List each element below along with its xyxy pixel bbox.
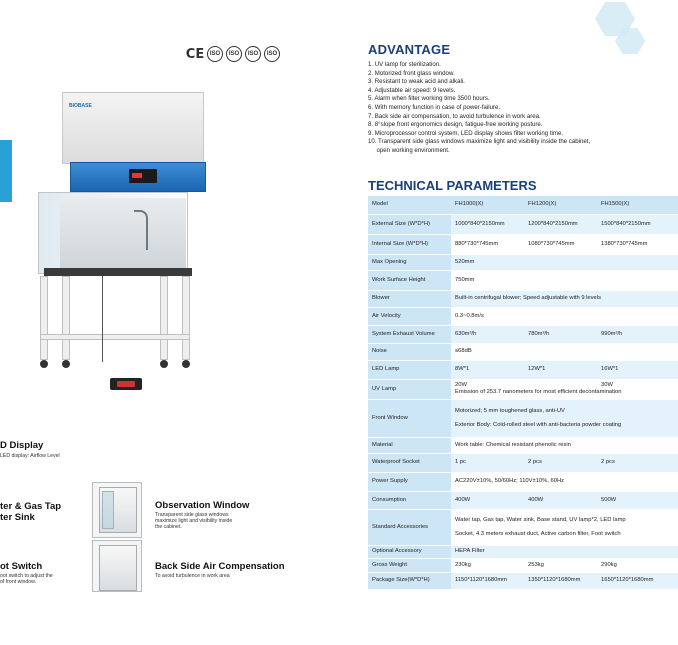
table-row: Consumption 400W 400W 500W: [368, 491, 678, 509]
cabinet-top: [62, 92, 204, 164]
iso-mark-icon: ISO: [207, 46, 223, 62]
list-item: 5. Alarm when filter working time 3500 hours.: [368, 95, 490, 103]
feature-desc-foot-switch-1: oot switch to adjust the: [0, 573, 53, 579]
feature-desc-observation-3: the cabinet.: [155, 524, 182, 530]
right-page: [345, 0, 654, 645]
advantage-heading: ADVANTAGE: [368, 42, 451, 57]
feature-title-air-compensation: Back Side Air Compensation: [155, 561, 285, 572]
list-item: 7. Back side air compensation, to avoid turbulence in work area.: [368, 112, 541, 120]
table-row: Power Supply AC220V±10%, 50/60Hz; 110V±10%, 60Hz: [368, 472, 678, 491]
feature-desc-air-compensation: To avoid turbulence in work area: [155, 573, 230, 579]
list-item: open working environment.: [368, 146, 450, 154]
technical-parameters-heading: TECHNICAL PARAMETERS: [368, 178, 537, 193]
technical-parameters-table: [368, 196, 678, 590]
table-row: Air Velocity 0.3~0.8m/s: [368, 307, 678, 325]
table-row: Material Work table: Chemical resistant phenolic resin: [368, 437, 678, 453]
table-row: UV Lamp 20W 30W Emission of 253.7 nanometers for most efficient decontamination: [368, 379, 678, 399]
list-item: 6. With memory function in case of power-failure.: [368, 103, 501, 111]
list-item: 2. Motorized front glass window.: [368, 69, 455, 77]
list-item: 8. 8°slope front ergonomics design, fatigue-free working posture.: [368, 121, 543, 129]
table-row: Gross Weight 230kg 253kg 290kg: [368, 558, 678, 572]
control-panel: [70, 162, 206, 192]
ce-mark-icon: CE: [185, 46, 205, 62]
feature-desc-observation-2: maximize light and visibility inside: [155, 518, 233, 524]
table-row: External Size (W*D*H) 1000*840*2150mm 1200*840*2150mm 1500*840*2150mm: [368, 214, 678, 234]
list-item: 1. UV lamp for sterilization.: [368, 61, 441, 68]
brand-logo: BIOBASE: [69, 103, 92, 109]
table-row: Front Window Motorized; 5 mm toughened glass, anti-UV Exterior Body: Cold-rolled steel with anti-bacteria powder coating: [368, 399, 678, 437]
fume-hood-image: [14, 92, 194, 392]
feature-desc-display: LED display: Airflow Level: [0, 453, 60, 459]
list-item: 9. Microprocessor control system, LED display shows filter working time.: [368, 129, 564, 137]
table-row: LED Lamp 8W*1 12W*1 16W*1: [368, 360, 678, 379]
iso-mark-icon: ISO: [264, 46, 280, 62]
blue-side-tab: [0, 140, 12, 202]
iso-mark-icon: ISO: [245, 46, 261, 62]
feature-desc-observation-1: Transparent side glass windows: [155, 512, 229, 518]
work-surface: [44, 268, 192, 276]
table-row: Max Opening 520mm: [368, 254, 678, 270]
water-tap-icon: [134, 210, 148, 250]
table-row: Waterproof Socket 1 pc 2 pcs 2 pcs: [368, 453, 678, 472]
feature-title-observation: Observation Window: [155, 500, 250, 511]
observation-window-thumbnail: [92, 482, 142, 538]
feature-title-display: D Display: [0, 440, 44, 451]
table-row: Model FH1000(X) FH1200(X) FH1500(X): [368, 196, 678, 214]
cabinet-interior: [60, 198, 186, 270]
table-row: Noise ≤68dB: [368, 343, 678, 360]
air-compensation-thumbnail: [92, 540, 142, 592]
certification-logos: [186, 46, 280, 62]
feature-title-foot-switch: ot Switch: [0, 561, 43, 572]
base-stand: [40, 276, 190, 364]
feature-title-water-gas: ter & Gas Tap: [0, 501, 62, 512]
table-row: Package Size(W*D*H) 1150*1120*1680mm 1350*1120*1680mm 1650*1120*1680mm: [368, 572, 678, 589]
feature-desc-foot-switch-2: of front window.: [0, 579, 37, 585]
list-item: 4. Adjustable air speed: 9 levels.: [368, 86, 456, 94]
table-row: Internal Size (W*D*H) 880*730*745mm 1080*730*745mm 1380*730*745mm: [368, 234, 678, 254]
table-row: Standard Accessories Water tap, Gas tap, Water sink, Base stand, UV lamp*2, LED lamp Socket, 4.3 meters exhaust duct, Active carbon filter, Foot switch: [368, 509, 678, 545]
table-row: Work Surface Height 750mm: [368, 270, 678, 290]
iso-mark-icon: ISO: [226, 46, 242, 62]
led-display-icon: [129, 169, 157, 183]
table-row: Optional Accessory HEPA Filter: [368, 545, 678, 558]
feature-title-water-sink: ter Sink: [0, 512, 35, 523]
advantage-list: [368, 61, 658, 156]
table-row: System Exhaust Volume 630m³/h 780m³/h 990m³/h: [368, 325, 678, 343]
table-row: Blower Built-in centrifugal blower; Speed adjustable with 9 levels: [368, 290, 678, 307]
list-item: 10. Transparent side glass windows maximize light and visibility inside the cabinet,: [368, 138, 591, 146]
list-item: 3. Resistant to weak acid and alkali.: [368, 78, 465, 86]
foot-switch-cable: [102, 276, 103, 362]
foot-switch-icon: [110, 378, 142, 390]
